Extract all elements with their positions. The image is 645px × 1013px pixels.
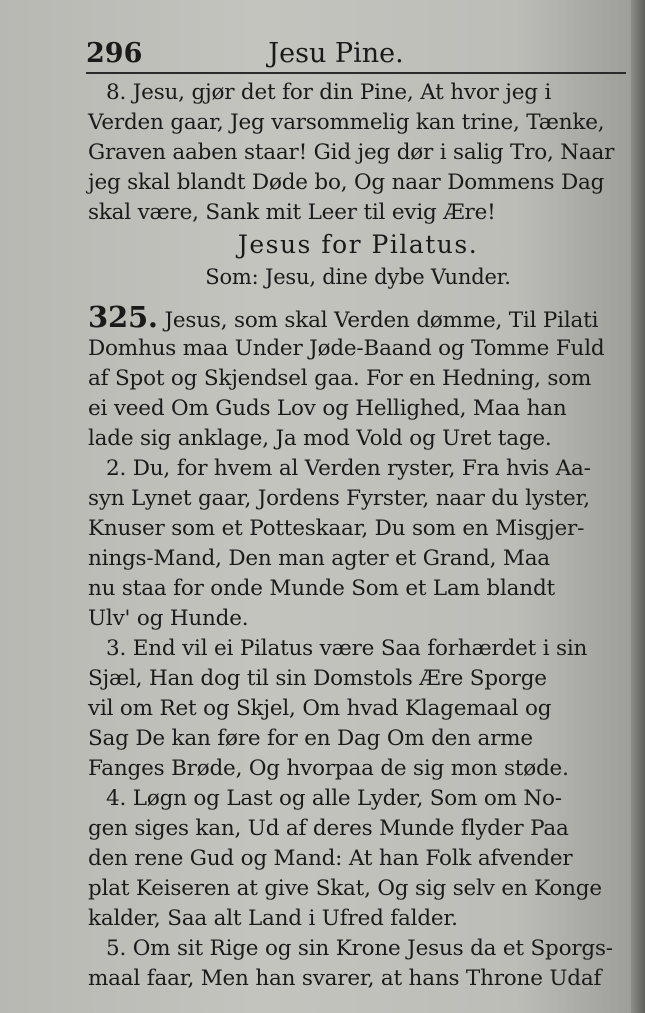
text-line: plat Keiseren at give Skat, Og sig selv en Konge [88, 876, 602, 901]
text-line: jeg skal blandt Døde bo, Og naar Dommens Dag [88, 170, 605, 195]
text-line: 4. Løgn og Last og alle Lyder, Som om No- [106, 786, 562, 811]
text-line: ei veed Om Guds Lov og Hellighed, Maa han [88, 396, 567, 421]
text-line: Sag De kan føre for en Dag Om den arme [88, 726, 533, 751]
page-header [86, 38, 626, 74]
text-line: 2. Du, for hvem al Verden ryster, Fra hvis Aa- [106, 456, 591, 481]
text-line: syn Lynet gaar, Jordens Fyrster, naar du lyster, [88, 486, 590, 511]
text-line: af Spot og Skjendsel gaa. For en Hedning, som [88, 366, 592, 391]
text-line: maal faar, Men han svarer, at hans Throne Udaf [88, 966, 602, 991]
text-line: nings-Mand, Den man agter et Grand, Maa [88, 546, 550, 571]
hymn-title: Jesus for Pilatus. [237, 230, 479, 259]
text-line: skal være, Sank mit Leer til evig Ære! [88, 200, 496, 225]
text-line: gen siges kan, Ud af deres Munde flyder Paa [88, 816, 569, 841]
text-line: kalder, Saa alt Land i Ufred falder. [88, 906, 458, 931]
text-line: 3. End vil ei Pilatus være Saa forhærdet i sin [106, 636, 588, 661]
text-line [88, 300, 628, 334]
hymn-melody: Som: Jesu, dine dybe Vunder. [205, 265, 511, 289]
text-line: Domhus maa Under Jøde-Baand og Tomme Fuld [88, 336, 605, 361]
text-line: 5. Om sit Rige og sin Krone Jesus da et Sporgs- [106, 936, 613, 961]
text-line: lade sig anklage, Ja mod Vold og Uret tage. [88, 426, 552, 451]
running-title: Jesu Pine. [268, 38, 404, 69]
text-line: Verden gaar, Jeg varsommelig kan trine, Tænke, [88, 110, 605, 135]
page-number: 296 [86, 38, 143, 69]
text-line: Fanges Brøde, Og hvorpaa de sig mon støde. [88, 756, 569, 781]
text-line: Graven aaben staar! Gid jeg dør i salig Tro, Naar [88, 140, 615, 165]
text-line: vil om Ret og Skjel, Om hvad Klagemaal og [88, 696, 552, 721]
text-line: Sjæl, Han dog til sin Domstols Ære Sporge [88, 666, 547, 691]
text-line: nu staa for onde Munde Som et Lam blandt [88, 576, 555, 601]
hymn-number: 325. [88, 300, 158, 334]
text-line: Knuser som et Potteskaar, Du som en Misgjer- [88, 516, 585, 541]
verse-1-opening: Jesus, som skal Verden dømme, Til Pilati [164, 308, 599, 333]
text-line: 8. Jesu, gjør det for din Pine, At hvor jeg i [106, 80, 552, 105]
text-line: den rene Gud og Mand: At han Folk afvender [88, 846, 573, 871]
page-edge [631, 0, 645, 1013]
text-line: Ulv' og Hunde. [88, 606, 249, 631]
